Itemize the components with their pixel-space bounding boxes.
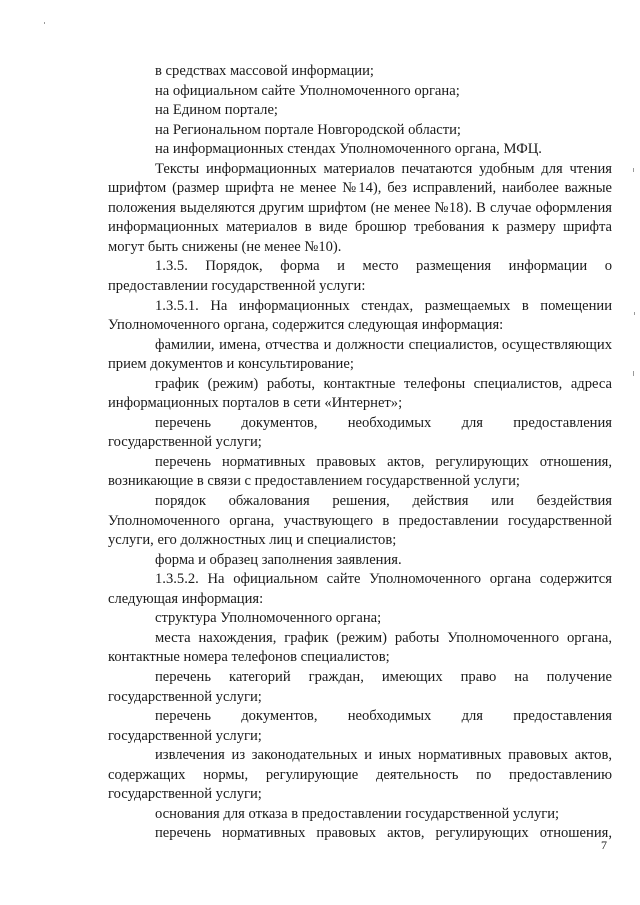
paragraph: в средствах массовой информации; (155, 63, 374, 79)
scan-speck (44, 22, 45, 24)
list-item: перечень категорий граждан, имеющих право на получение государственной услуги; (108, 668, 612, 705)
list-item: перечень нормативных правовых актов, регулирующих отношения, возникающие в связи с предоставлением государственной услуги; (108, 453, 612, 490)
list-item: основания для отказа в предоставлении государственной услуги; (155, 805, 560, 822)
list-item: форма и образец заполнения заявления. (155, 551, 402, 568)
subsection-heading: 1.3.5.1. На информационных стендах, размещаемых в помещении Уполномоченного органа, содержится следующая информация: (108, 297, 612, 334)
list-item: перечень документов, необходимых для предоставления государственной услуги; (108, 414, 612, 451)
list-item: извлечения из законодательных и иных нормативных правовых актов, содержащих нормы, регулирующие деятельность по предоставлению государственной услуги; (108, 747, 612, 803)
scan-speck (633, 168, 634, 172)
paragraph: на Региональном портале Новгородской области; (155, 121, 461, 138)
list-item: порядок обжалования решения, действия или бездействия Уполномоченного органа, участвующего в предоставлении государственной услуги, его должностных лиц и специалистов; (108, 493, 612, 549)
document-body (108, 62, 612, 844)
list-item: места нахождения, график (режим) работы Уполномоченного органа, контактные номера телефонов специалистов; (108, 629, 612, 666)
page-number: 7 (601, 838, 607, 852)
paragraph: на Едином портале; (155, 102, 278, 119)
section-heading: 1.3.5. Порядок, форма и место размещения информации о предоставлении государственной услуги: (108, 258, 612, 295)
list-item: график (режим) работы, контактные телефоны специалистов, адреса информационных порталов в сети «Интернет»; (108, 375, 612, 412)
paragraph: на информационных стендах Уполномоченного органа, МФЦ. (155, 141, 542, 158)
list-item: перечень документов, необходимых для предоставления государственной услуги; (108, 708, 612, 744)
scan-speck (633, 371, 634, 376)
paragraph: Тексты информационных материалов печатаются удобным для чтения шрифтом (размер шрифта не менее №14), без исправлений, наиболее важные положения выделяются другим шрифтом (не менее №18). В случае оформления информационных материалов в виде брошюр требования к размеру шрифта могут быть снижены (не менее №10). (108, 160, 612, 255)
list-item: перечень нормативных правовых актов, регулирующих отношения, (155, 825, 612, 842)
scan-speck (634, 312, 635, 315)
list-item: структура Уполномоченного органа; (155, 610, 382, 627)
subsection-heading: 1.3.5.2. На официальном сайте Уполномоченного органа содержится следующая информация: (108, 571, 612, 607)
list-item: фамилии, имена, отчества и должности специалистов, осуществляющих прием документов и консультирование; (108, 336, 612, 373)
paragraph: на официальном сайте Уполномоченного органа; (155, 82, 460, 99)
